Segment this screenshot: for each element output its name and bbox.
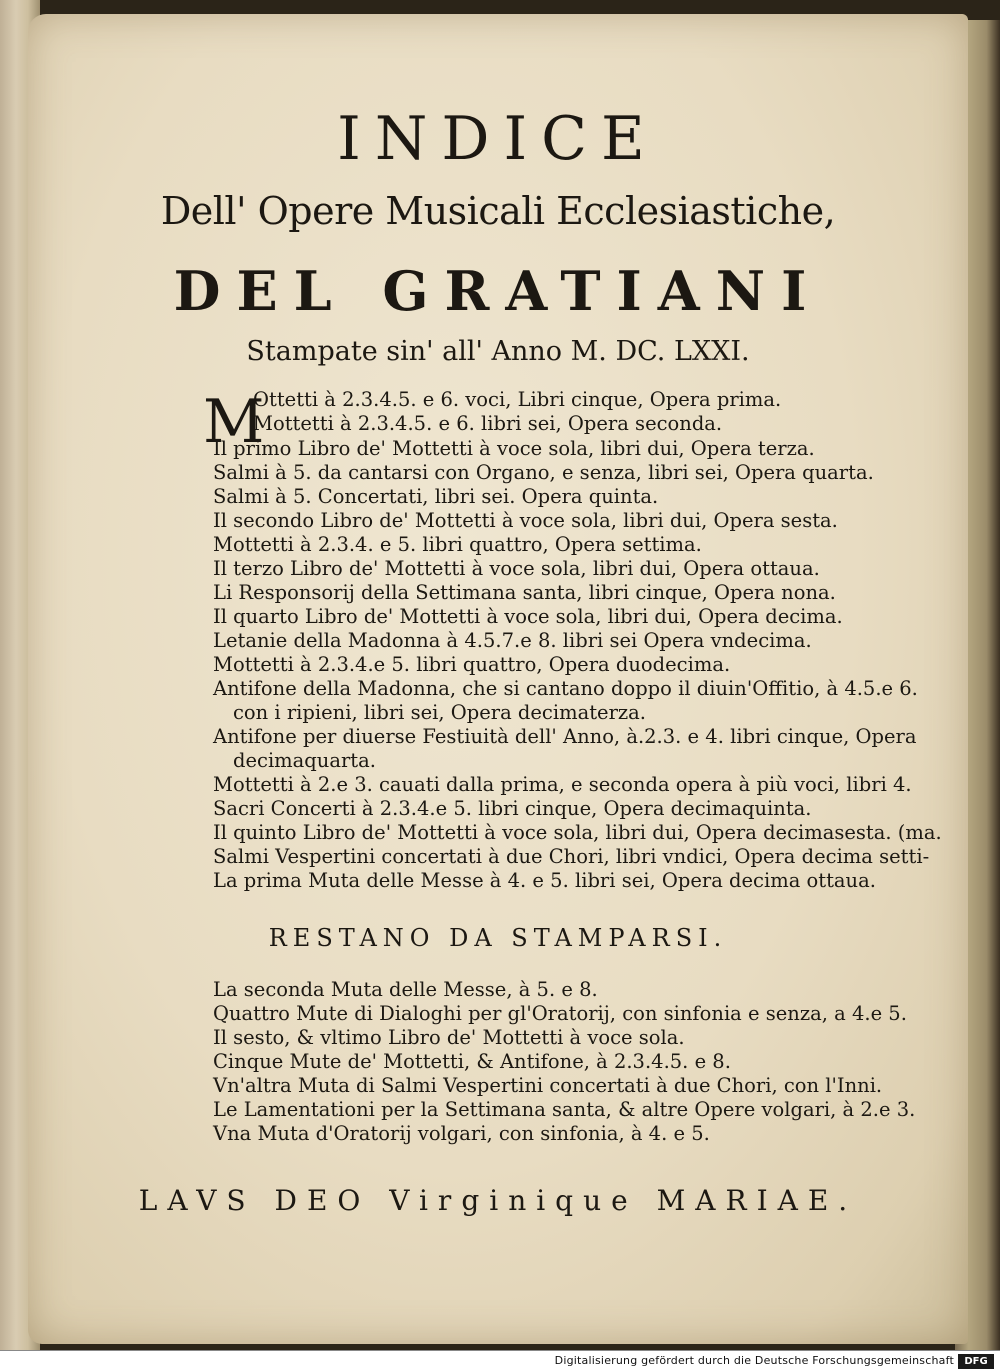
list-item: Mottetti à 2.3.4.5. e 6. libri sei, Opera seconda.	[253, 412, 723, 435]
list-item: decimaquarta.	[233, 749, 376, 772]
list-item: Il sesto, & vltimo Libro de' Mottetti à voce sola.	[213, 1026, 685, 1049]
list-item: Mottetti à 2.3.4.e 5. libri quattro, Opera duodecima.	[213, 653, 731, 676]
list-item: Antifone della Madonna, che si cantano doppo il diuin'Offitio, à 4.5.e 6.	[213, 677, 918, 700]
list-item: Quattro Mute di Dialoghi per gl'Oratorij, con sinfonia e senza, a 4.e 5.	[213, 1002, 907, 1025]
list-item: Li Responsorij della Settimana santa, libri cinque, Opera nona.	[213, 581, 836, 604]
list-item: Il primo Libro de' Mottetti à voce sola, libri dui, Opera terza.	[213, 437, 815, 460]
list-item: Il quarto Libro de' Mottetti à voce sola, libri dui, Opera decima.	[213, 605, 843, 628]
list-item: Antifone per diuerse Festiuità dell' Anno, à.2.3. e 4. libri cinque, Opera	[213, 725, 917, 748]
list-item: Salmi Vespertini concertati à due Chori, libri vndici, Opera decima setti-	[213, 845, 930, 868]
drop-cap: M	[203, 387, 265, 457]
list-item: Mottetti à 2.3.4. e 5. libri quattro, Opera settima.	[213, 533, 702, 556]
book-page	[28, 14, 968, 1344]
list-item: Salmi à 5. Concertati, libri sei. Opera quinta.	[213, 485, 659, 508]
list-item: Le Lamentationi per la Settimana santa, & altre Opere volgari, à 2.e 3.	[213, 1098, 916, 1121]
list-item: Vn'altra Muta di Salmi Vespertini concertati à due Chori, con l'Inni.	[213, 1074, 883, 1097]
list-item: Sacri Concerti à 2.3.4.e 5. libri cinque, Opera decimaquinta.	[213, 797, 812, 820]
remaining-heading: RESTANO DA STAMPARSI.	[268, 924, 728, 952]
author-heading: DEL GRATIANI	[173, 259, 823, 323]
footer-bar	[0, 1350, 1000, 1372]
page-subtitle: Dell' Opere Musicali Ecclesiastiche,	[160, 189, 836, 233]
list-item: Salmi à 5. da cantarsi con Organo, e senza, libri sei, Opera quarta.	[213, 461, 874, 484]
list-item: Ottetti à 2.3.4.5. e 6. voci, Libri cinque, Opera prima.	[253, 388, 782, 411]
dfg-logo: DFG	[958, 1354, 994, 1369]
closing-line: LAVS DEO Virginique MARIAE.	[138, 1184, 858, 1217]
list-item: Il terzo Libro de' Mottetti à voce sola, libri dui, Opera ottaua.	[213, 557, 820, 580]
printed-until-line: Stampate sin' all' Anno M. DC. LXXI.	[246, 336, 750, 367]
list-item: La seconda Muta delle Messe, à 5. e 8.	[213, 978, 598, 1001]
list-item: con i ripieni, libri sei, Opera decimaterza.	[233, 701, 647, 724]
list-item: Il secondo Libro de' Mottetti à voce sola, libri dui, Opera sesta.	[213, 509, 838, 532]
list-item: Cinque Mute de' Mottetti, & Antifone, à 2.3.4.5. e 8.	[213, 1050, 731, 1073]
list-item: Il quinto Libro de' Mottetti à voce sola, libri dui, Opera decimasesta. (ma.	[213, 821, 942, 844]
list-item: Vna Muta d'Oratorij volgari, con sinfonia, à 4. e 5.	[213, 1122, 710, 1145]
page-title: INDICE	[337, 104, 659, 174]
list-item: Mottetti à 2.e 3. cauati dalla prima, e seconda opera à più voci, libri 4.	[213, 773, 912, 796]
funding-credit: Digitalisierung gefördert durch die Deutsche Forschungsgemeinschaft	[554, 1354, 954, 1367]
list-item: Letanie della Madonna à 4.5.7.e 8. libri sei Opera vndecima.	[213, 629, 812, 652]
list-item: La prima Muta delle Messe à 4. e 5. libri sei, Opera decima ottaua.	[213, 869, 876, 892]
